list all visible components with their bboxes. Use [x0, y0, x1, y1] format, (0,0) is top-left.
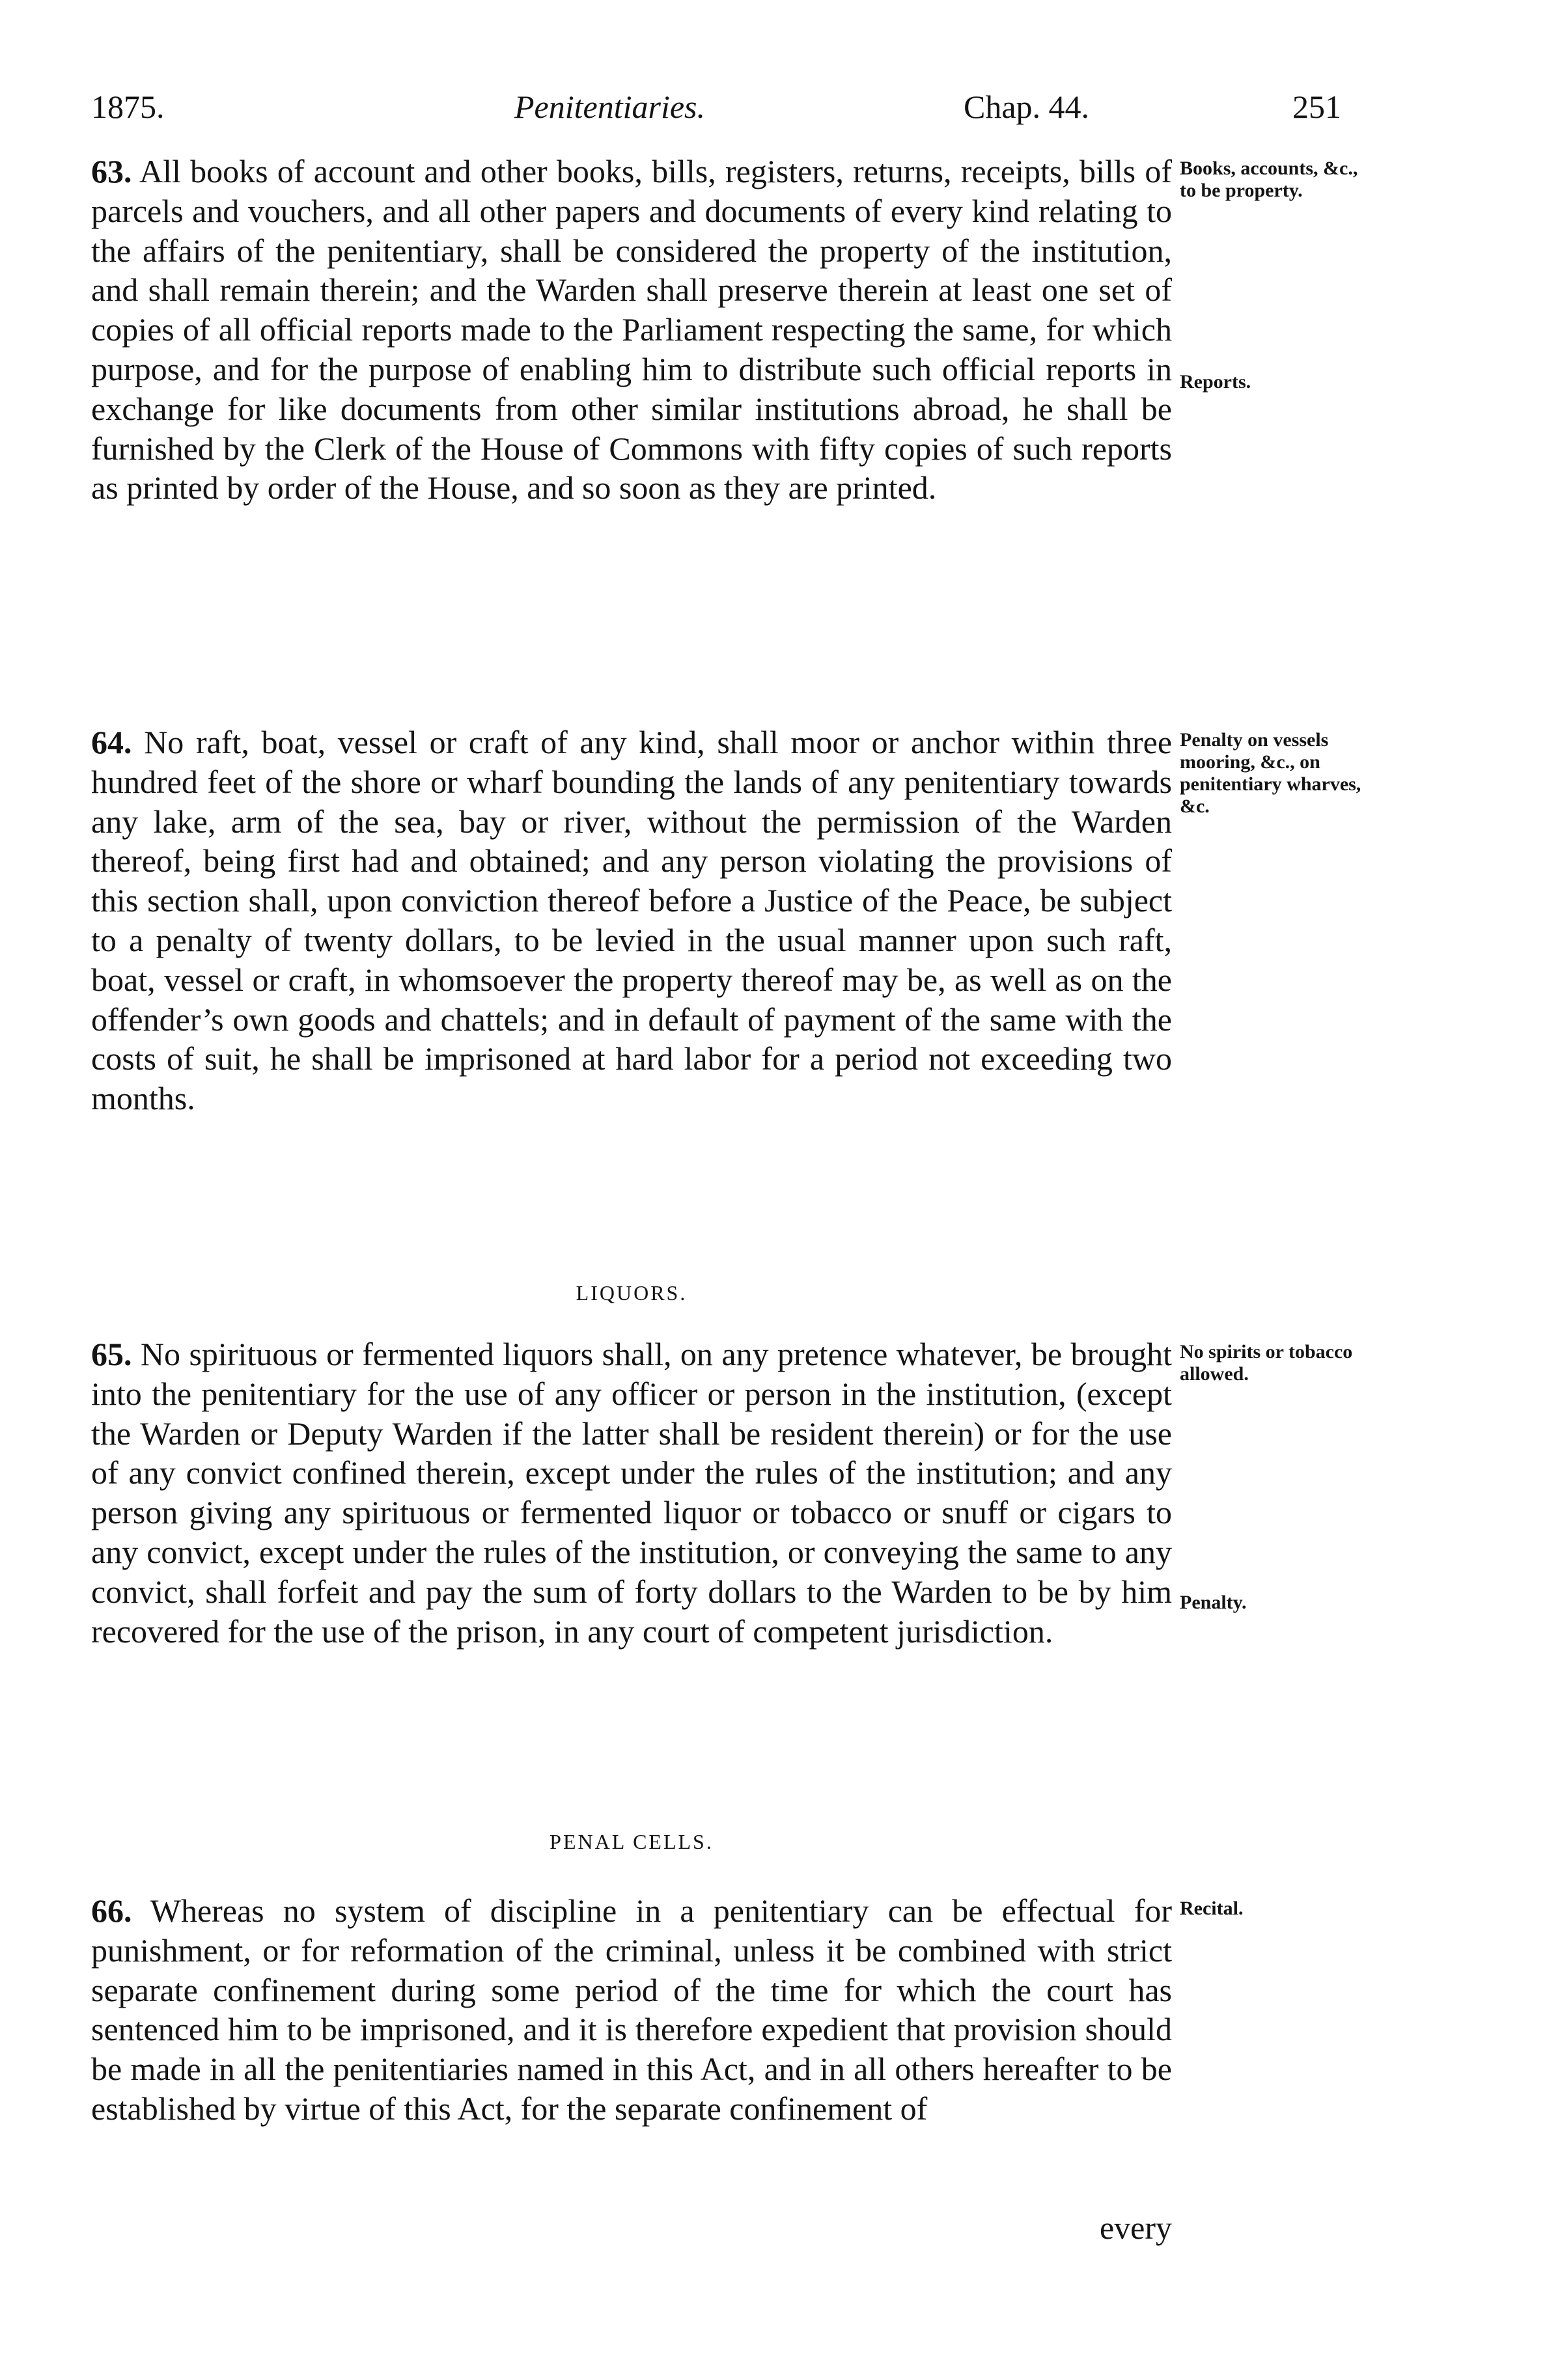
side-note-penalty: Penalty.	[1180, 1592, 1247, 1613]
catchword: every	[1099, 2209, 1172, 2246]
header-page-number: 251	[1292, 89, 1341, 125]
side-note-books: Books, accounts, &c., to be property.	[1180, 158, 1358, 201]
section-64	[91, 723, 1172, 1118]
section-number: 65.	[91, 1336, 132, 1372]
header-title: Penitentiaries.	[514, 89, 705, 125]
section-number: 66.	[91, 1892, 132, 1929]
section-text: All books of account and other books, bills, registers, returns, receipts, bills of parcels and vouchers, and all other papers and documents of every kind relating to the affairs of the penitentiary, shall be considered the property of the institution, and shall remain therein; and the Warden shall preserve therein at least one set of copies of all official reports made to the Parliament respecting the same, for which purpose, and for the purpose of enabling him to distribute such official reports in exchange for like documents from other similar institutions abroad, he shall be furnished by the Clerk of the House of Commons with fifty copies of such reports as printed by order of the House, and so soon as they are printed.	[91, 153, 1172, 506]
section-text: No raft, boat, vessel or craft of any kind, shall moor or anchor within three hundred feet of the shore or wharf bounding the lands of any penitentiary towards any lake, arm of the sea, bay or river, without the permission of the Warden thereof, being first had and obtained; and any person violating the provisions of this section shall, upon conviction thereof before a Justice of the Peace, be subject to a penalty of twenty dollars, to be levied in the usual manner upon such raft, boat, vessel or craft, in whomsoever the property thereof may be, as well as on the offender’s own goods and chattels; and in default of payment of the same with the costs of suit, he shall be imprisoned at hard labor for a period not exceeding two months.	[91, 724, 1173, 1117]
side-note-no-spirits: No spirits or tobacco allowed.	[1180, 1341, 1353, 1385]
side-note-recital: Recital.	[1180, 1898, 1244, 1919]
side-note-reports: Reports.	[1180, 371, 1251, 393]
heading-penal-cells: PENAL CELLS.	[550, 1830, 714, 1853]
side-note-penalty-vessels: Penalty on vessels mooring, &c., on penitentiary wharves, &c.	[1180, 729, 1361, 817]
header-chapter: Chap. 44.	[964, 89, 1090, 125]
heading-liquors: LIQUORS.	[576, 1281, 688, 1305]
header-year: 1875.	[91, 89, 165, 125]
section-65	[91, 1335, 1172, 1651]
section-text: Whereas no system of discipline in a penitentiary can be effectual for punishment, or for reformation of the criminal, unless it be combined with strict separate confinement during some period of the time for which the court has sentenced him to be imprisoned, and it is therefore expedient that provision should be made in all the penitentiaries named in this Act, and in all others hereafter to be established by virtue of this Act, for the separate confinement of	[91, 1892, 1172, 2127]
section-text: No spirituous or fermented liquors shall, on any pretence whatever, be brought into the penitentiary for the use of any officer or person in the institution, (except the Warden or Deputy Warden if the latter shall be resident therein) or for the use of any convict confined therein, except under the rules of the institution; and any person giving any spirituous or fermented liquor or tobacco or snuff or cigars to any convict, except under the rules of the institution, or conveying the same to any convict, shall forfeit and pay the sum of forty dollars to the Warden to be by him recovered for the use of the prison, in any court of competent jurisdiction.	[91, 1336, 1172, 1650]
running-header	[91, 88, 1367, 140]
section-63	[91, 152, 1172, 508]
section-66	[91, 1891, 1172, 2129]
section-number: 64.	[91, 724, 132, 760]
section-number: 63.	[91, 153, 132, 189]
